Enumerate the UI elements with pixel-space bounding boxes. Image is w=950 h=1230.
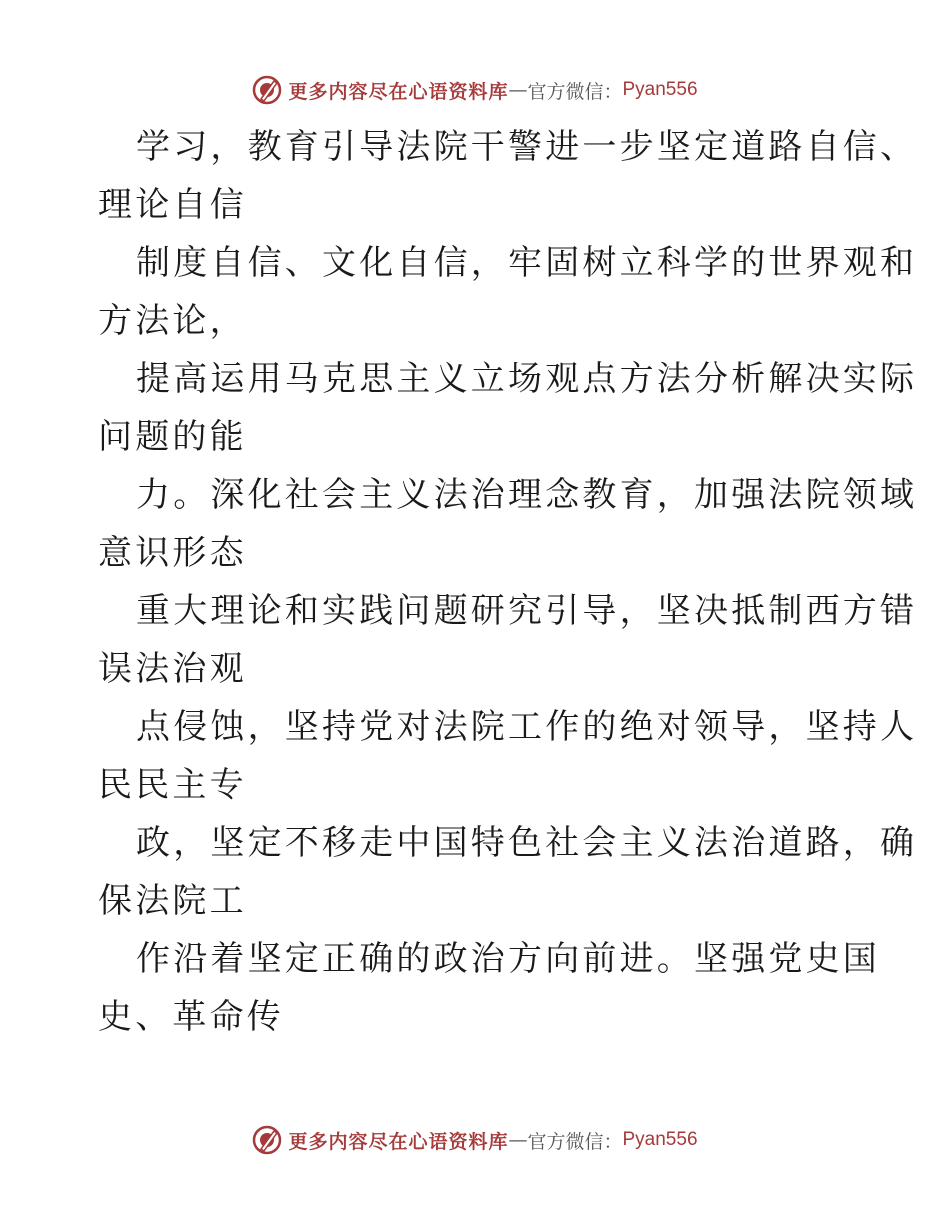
body-line: 保法院工 (98, 881, 247, 921)
banner-wechat-id: Pyan556 (622, 79, 698, 100)
body-line: 点侵蚀，坚持党对法院工作的绝对领导，坚持人 (136, 707, 918, 747)
banner-main-text: 更多内容尽在心语资料库 (288, 80, 509, 103)
banner-main-text: 更多内容尽在心语资料库 (288, 1130, 509, 1153)
body-line: 理论自信 (98, 185, 247, 225)
logo-icon (252, 75, 282, 105)
body-line: 制度自信、文化自信，牢固树立科学的世界观和 (136, 243, 918, 283)
body-line: 学习，教育引导法院干警进一步坚定道路自信、 (136, 127, 918, 167)
body-line: 作沿着坚定正确的政治方向前进。坚强党史国 (136, 939, 880, 979)
banner-wechat-label: 官方微信： (527, 1130, 623, 1153)
body-line: 民民主专 (98, 765, 247, 805)
body-line: 史、革命传 (98, 997, 284, 1037)
footer-banner (0, 1120, 950, 1160)
body-line: 误法治观 (98, 649, 247, 689)
body-line: 政，坚定不移走中国特色社会主义法治道路，确 (136, 823, 918, 863)
body-line: 提高运用马克思主义立场观点方法分析解决实际 (136, 359, 918, 399)
banner-wechat-label: 官方微信： (527, 80, 623, 103)
body-line: 意识形态 (98, 533, 247, 573)
banner-wechat-id: Pyan556 (622, 1129, 698, 1150)
logo-icon (252, 1125, 282, 1155)
body-line: 方法论， (98, 301, 247, 341)
header-banner (0, 70, 950, 110)
document-body (98, 118, 918, 1046)
body-line: 力。深化社会主义法治理念教育，加强法院领域 (136, 475, 918, 515)
banner-separator: — (508, 79, 528, 101)
banner-separator: — (508, 1129, 528, 1151)
body-line: 重大理论和实践问题研究引导，坚决抵制西方错 (136, 591, 918, 631)
body-line: 问题的能 (98, 417, 247, 457)
